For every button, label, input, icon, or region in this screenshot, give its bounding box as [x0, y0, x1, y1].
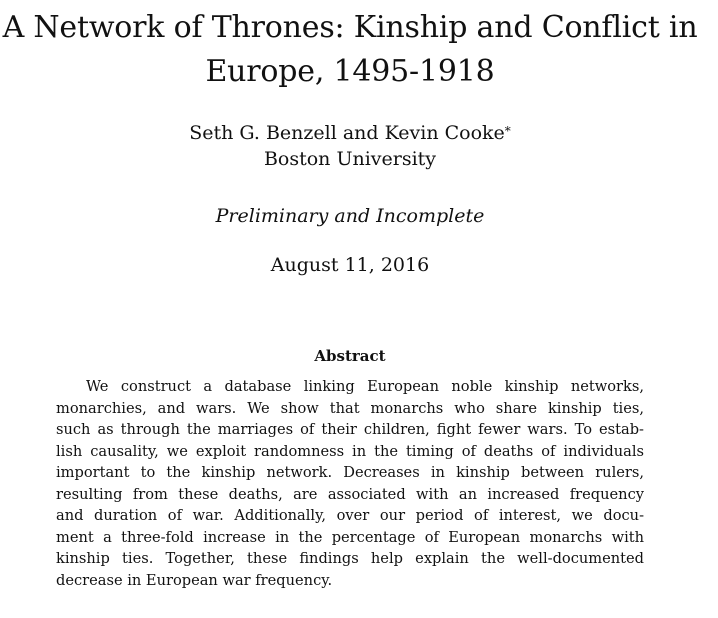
title-line-2: Europe, 1495-1918	[205, 54, 495, 89]
title-line-1: A Network of Thrones: Kinship and Conflict in	[2, 10, 698, 45]
abstract-line: lish causality, we exploit randomness in the timing of deaths of individuals	[56, 442, 644, 460]
abstract-line: resulting from these deaths, are associated with an increased frequency	[56, 485, 644, 503]
paper-status: Preliminary and Incomplete	[215, 205, 485, 227]
abstract-heading: Abstract	[314, 347, 386, 365]
abstract-line: kinship ties. Together, these findings help explain the well-documented	[56, 550, 644, 567]
paper-date: August 11, 2016	[270, 254, 430, 276]
abstract-line: decrease in European war frequency.	[56, 571, 333, 589]
paper-title	[0, 6, 700, 94]
author-names	[0, 120, 700, 146]
author-names-text: Seth G. Benzell and Kevin Cooke	[189, 122, 505, 144]
abstract-body	[56, 376, 644, 591]
author-block	[0, 120, 700, 172]
author-affiliation: Boston University	[263, 148, 437, 170]
author-footnote-mark: *	[504, 124, 511, 138]
abstract-line: such as through the marriages of their children, fight fewer wars. To estab-	[56, 421, 644, 438]
abstract-line: important to the kinship network. Decreases in kinship between rulers,	[56, 464, 644, 481]
abstract-line: monarchies, and wars. We show that monarchs who share kinship ties,	[56, 399, 644, 417]
abstract-line: ment a three-fold increase in the percentage of European monarchs with	[56, 528, 644, 546]
abstract-line: and duration of war. Additionally, over our period of interest, we docu-	[56, 507, 644, 524]
abstract-line: We construct a database linking European noble kinship networks,	[86, 378, 644, 395]
